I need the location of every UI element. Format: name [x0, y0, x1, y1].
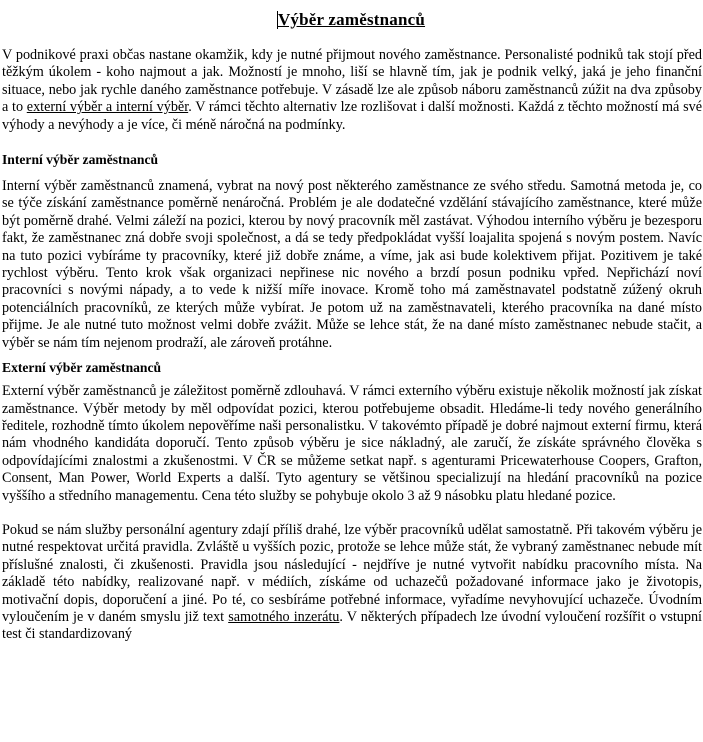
external-paragraph-2 [0, 522, 703, 644]
external-text2-end: . V některých případech lze úvodní vyloučení rozšířit o vstupní test či standardizovaný [2, 608, 702, 643]
spacer [0, 144, 703, 151]
external-underlined-text: samotného inzerátu [228, 608, 340, 625]
document-title-text: Výběr zaměstnanců [277, 10, 426, 29]
spacer [0, 168, 703, 178]
spacer [0, 352, 703, 359]
spacer [0, 515, 703, 522]
spacer [0, 376, 703, 383]
intro-underlined-text: externí výběr a interní výběr [26, 99, 189, 116]
text-cursor [277, 11, 278, 29]
external-paragraph: Externí výběr zaměstnanců je záležitost poměrně zdlouhavá. V rámci externího výběru existuje několik možností jak získat zaměstnance. Výběr metody by měl odpovídat pozici, kterou potřebujeme obsadit. Hledáme-li tedy nového generálního ředitele, rozhodně tímto úkolem nepověříme naši personalistku. V takovémto případě je dobré najmout externí firmu, která nám vhodného kandidáta doporučí. Tento způsob výběru je sice nákladný, ale zaručí, že získáte správného člověka s odpovídajícími znalostmi a zkušenostmi. V ČR se můžeme setkat např. s agenturami Pricewaterhouse Coopers, Grafton, Consent, Man Power, World Experts a další. Tyto agentury se většinou specializují na hledání pracovníků na pozice vyššího a středního managementu. Cena této služby se pohybuje okolo 3 až 9 násobku platu hledané pozice. [2, 383, 702, 504]
intro-paragraph [0, 47, 703, 134]
document-title [278, 10, 425, 30]
external-text2-start: Pokud se nám služby personální agentury zdají příliš drahé, lze výběr pracovníků udělat samostatně. Při takovém výběru je nutné respektovat určitá pravidla. Zvláště u vyšších pozic, protože se lehce může stát, že vybraný zaměstnanec nebude mít příslušné znalosti, či zkušenosti. Pravidla jsou následující - nejdříve je nutné vytvořit nabídku pracovního místa. Na základě této nabídky, realizované např. v médiích, získáme od uchazečů požadované informace jako je životopis, motivační dopis, doporučení a jiné. Po té, co sesbíráme potřebné informace, vyřadíme nevyhovující uchazeče. Úvodním vyloučením je v daném smyslu již text [2, 521, 702, 625]
spacer [0, 505, 703, 515]
intro-text-start: V podnikové praxi občas nastane okamžik, kdy je nutné přijmout nového zaměstnance. Personalisté podniků tak stojí před těžkým úkolem - koho najmout a jak. Možností je mnoho, liší se hlavně tím, jak je podnik velký, jaká je jeho finanční situace, nebo jak rychle daného zaměstnance potřebuje. V zásadě lze ale způsob náboru zaměstnanců zúžit na dva způsoby a to [2, 47, 702, 116]
external-heading: Externí výběr zaměstnanců [2, 360, 162, 376]
internal-heading: Interní výběr zaměstnanců [2, 152, 159, 168]
internal-paragraph: Interní výběr zaměstnanců znamená, vybrat na nový post některého zaměstnance ze svého středu. Samotná metoda je, co se týče získání zaměstnance poměrně nenáročná. Problém je ale dodatečné vzdělání stávajícího zaměstnance, které může být poměrně drahé. Velmi záleží na pozici, kterou by nový pracovník měl zastávat. Výhodou interního výběru je bezesporu fakt, že zaměstnanec zná dobře svoji společnost, a dá se tedy předpokládat vyšší loajalita spojená s novým postem. Navíc na tuto pozici vybíráme ty pracovníky, které již dobře známe, a víme, jak asi bude kolektivem přijat. Pozitivem je také rychlost výběru. Tento krok však organizaci nepřinese nic nového a brzdí posun podniku vpřed. Nepřichází noví pracovníci s novými nápady, a to vede k nižší míře inovace. Kromě toho má zaměstnavatel podstatně zúžený okruh potenciálních pracovníků, ze kterých může vybírat. Je potom už na zaměstnavateli, kterého pracovníka na dané místo přijme. Je ale nutné tuto možnost velmi dobře zvážit. Může se lehce stát, že na dané místo zaměstnanec nebude stačit, a výběr se nám tím nejenom prodraží, ale zároveň protáhne. [2, 178, 702, 351]
title-wrap [0, 10, 703, 40]
spacer [0, 40, 703, 47]
intro-text-end: . V rámci těchto alternativ lze rozlišovat i další možnosti. Každá z těchto možností má své výhody a nevýhody a je více, či méně náročná na podmínky. [2, 99, 702, 133]
spacer [0, 134, 703, 144]
